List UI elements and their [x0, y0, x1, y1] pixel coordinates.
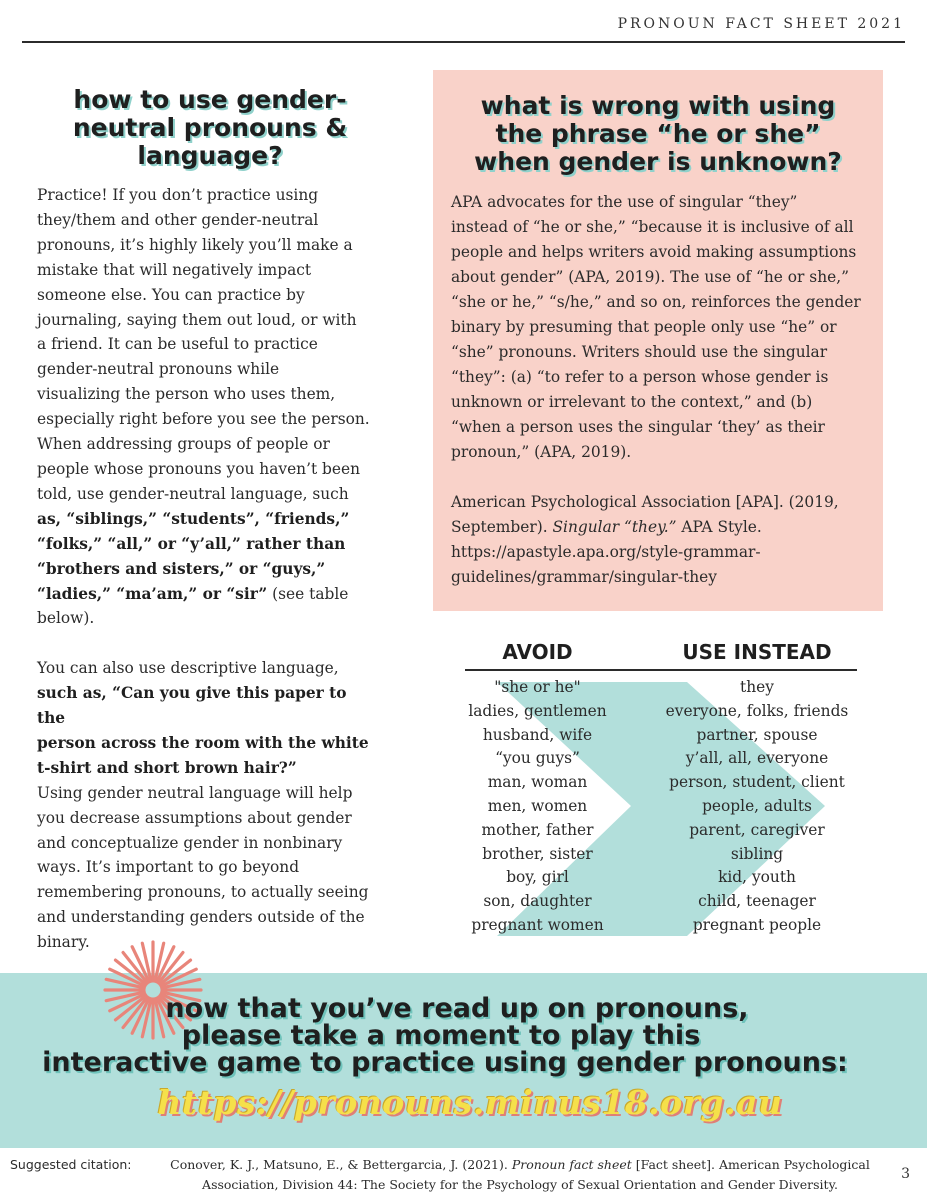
avoid-term: man, woman	[487, 773, 588, 792]
body-line	[37, 582, 377, 607]
use-term: person, student, client	[669, 773, 845, 792]
use-term: people, adults	[702, 796, 812, 815]
ref-text: APA Style.	[676, 518, 762, 536]
body-line: especially right before you see the person.	[37, 410, 370, 429]
reference-url-line[interactable]: guidelines/grammar/singular-they	[451, 568, 717, 586]
left-heading-line: how to use gender-	[73, 85, 347, 114]
avoid-term: ladies, gentlemen	[468, 701, 607, 720]
bold-text: person across the room with the white	[37, 733, 369, 752]
ref-title: Singular “they.”	[552, 518, 677, 536]
citation-part: Association, Division 44: The Society for the Psychology of Sexual Orientation and Gender Diversity.	[202, 1177, 838, 1192]
body-line: ways. It’s important to go beyond	[37, 858, 300, 877]
game-url-link[interactable]: https://pronouns.minus18.org.au	[157, 1083, 783, 1122]
body-line	[37, 557, 377, 582]
table-row	[465, 795, 857, 819]
pronoun-table	[465, 636, 857, 946]
left-body-text	[37, 183, 377, 955]
use-instead-column-header: USE INSTEAD	[682, 640, 832, 664]
bold-text: “ladies,” “ma’am,” or “sir”	[37, 584, 268, 603]
use-term: y’all, all, everyone	[685, 749, 829, 768]
bold-text: as, “siblings,” “students”, “friends,”	[37, 509, 350, 528]
body-line: “she” pronouns. Writers should use the singular	[451, 343, 828, 361]
body-line: below).	[37, 609, 95, 628]
table-row	[465, 771, 857, 795]
right-heading-line: the phrase “he or she”	[495, 119, 821, 148]
avoid-term: pregnant women	[471, 915, 604, 934]
use-term: parent, caregiver	[689, 820, 825, 839]
body-line: people and helps writers avoid making assumptions	[451, 243, 857, 261]
page-number: 3	[901, 1166, 910, 1182]
body-line: binary.	[37, 933, 90, 952]
left-heading-line: neutral pronouns &	[72, 113, 348, 142]
body-line: “she or he,” “s/he,” and so on, reinforces the gender	[451, 293, 861, 311]
bold-text: such as, “Can you give this paper to the	[37, 684, 347, 728]
body-line: “they”: (a) “to refer to a person whose gender is	[451, 368, 829, 386]
cta-line: now that you’ve read up on pronouns,	[165, 993, 749, 1024]
body-line: and conceptualize gender in nonbinary	[37, 833, 343, 852]
avoid-term: brother, sister	[482, 844, 593, 863]
header-divider	[22, 41, 905, 43]
body-line	[37, 756, 377, 781]
body-line: they/them and other gender-neutral	[37, 210, 319, 229]
table-row	[465, 700, 857, 724]
apa-body-text	[451, 190, 871, 590]
table-divider	[465, 669, 857, 671]
body-line	[37, 731, 377, 756]
reference-line: American Psychological Association [APA]. (2019,	[451, 493, 839, 511]
body-line	[37, 532, 377, 557]
bold-text: t-shirt and short brown hair?”	[37, 758, 297, 777]
citation-label: Suggested citation:	[10, 1157, 132, 1172]
cta-text	[0, 995, 890, 1076]
body-line: someone else. You can practice by	[37, 285, 305, 304]
body-line: binary by presuming that people only use “he” or	[451, 318, 837, 336]
body-line: journaling, saying them out loud, or with	[37, 310, 357, 329]
use-term: they	[740, 678, 774, 696]
table-row	[465, 724, 857, 748]
body-line: When addressing groups of people or	[37, 435, 330, 454]
body-line: you decrease assumptions about gender	[37, 808, 352, 827]
body-line: gender-neutral pronouns while	[37, 360, 280, 379]
body-line: You can also use descriptive language,	[37, 659, 339, 678]
table-row	[465, 676, 857, 700]
avoid-column-header: AVOID	[502, 640, 573, 664]
body-line: Using gender neutral language will help	[37, 783, 353, 802]
table-row	[465, 819, 857, 843]
use-term: sibling	[730, 844, 784, 863]
avoid-term: "she or he"	[494, 678, 581, 696]
body-line: remembering pronouns, to actually seeing	[37, 883, 369, 902]
avoid-term: “you guys”	[495, 749, 580, 768]
body-line: told, use gender-neutral language, such	[37, 484, 349, 503]
avoid-term: boy, girl	[506, 868, 569, 887]
body-line: and understanding genders outside of the	[37, 908, 365, 927]
table-row	[465, 747, 857, 771]
use-term: pregnant people	[692, 915, 822, 934]
bold-text: “brothers and sisters,” or “guys,”	[37, 559, 326, 578]
cta-line: please take a moment to play this	[181, 1020, 701, 1051]
avoid-term: husband, wife	[482, 725, 593, 744]
body-line: “when a person uses the singular ‘they’ as their	[451, 418, 825, 436]
body-line: visualizing the person who uses them,	[37, 385, 336, 404]
body-line	[37, 507, 377, 532]
bold-text: “folks,” “all,” or “y’all,” rather than	[37, 534, 346, 553]
body-line: instead of “he or she,” “because it is inclusive of all	[451, 218, 854, 236]
left-heading-line: language?	[137, 141, 283, 170]
avoid-term: men, women	[487, 796, 588, 815]
citation-title: Pronoun fact sheet	[511, 1157, 632, 1172]
table-row	[465, 866, 857, 890]
right-heading-line: when gender is unknown?	[474, 147, 842, 176]
avoid-term: mother, father	[481, 820, 594, 839]
body-line	[37, 681, 377, 731]
body-line: pronoun,” (APA, 2019).	[451, 443, 632, 461]
avoid-term: son, daughter	[483, 892, 592, 911]
body-line: mistake that will negatively impact	[37, 260, 312, 279]
ref-text: September).	[451, 518, 553, 536]
body-line: about gender” (APA, 2019). The use of “he or she,”	[451, 268, 849, 286]
body-line: unknown or irrelevant to the context,” and (b)	[451, 393, 813, 411]
citation-text	[150, 1155, 890, 1195]
reference-url-line[interactable]: https://apastyle.apa.org/style-grammar-	[451, 543, 761, 561]
body-line: APA advocates for the use of singular “they”	[451, 193, 798, 211]
table-row	[465, 914, 857, 938]
use-term: child, teenager	[698, 892, 816, 911]
use-term: kid, youth	[718, 868, 796, 887]
right-heading-line: what is wrong with using	[480, 91, 836, 120]
left-heading	[40, 86, 380, 170]
header-title: PRONOUN FACT SHEET 2021	[617, 16, 905, 32]
body-line: Practice! If you don’t practice using	[37, 186, 319, 204]
table-row	[465, 843, 857, 867]
citation-part: Conover, K. J., Matsuno, E., & Bettergarcia, J. (2021).	[170, 1157, 512, 1172]
apa-info-box	[433, 70, 883, 611]
body-line: pronouns, it’s highly likely you’ll make a	[37, 235, 353, 254]
body-text: (see table	[267, 584, 349, 603]
reference-line	[451, 515, 871, 540]
body-line: a friend. It can be useful to practice	[37, 335, 318, 354]
right-heading	[443, 92, 873, 176]
table-row	[465, 890, 857, 914]
use-term: everyone, folks, friends	[665, 701, 849, 720]
citation-part: [Fact sheet]. American Psychological	[631, 1157, 870, 1172]
cta-line: interactive game to practice using gender pronouns:	[42, 1047, 848, 1078]
body-line: people whose pronouns you haven’t been	[37, 459, 361, 478]
use-term: partner, spouse	[696, 725, 818, 744]
